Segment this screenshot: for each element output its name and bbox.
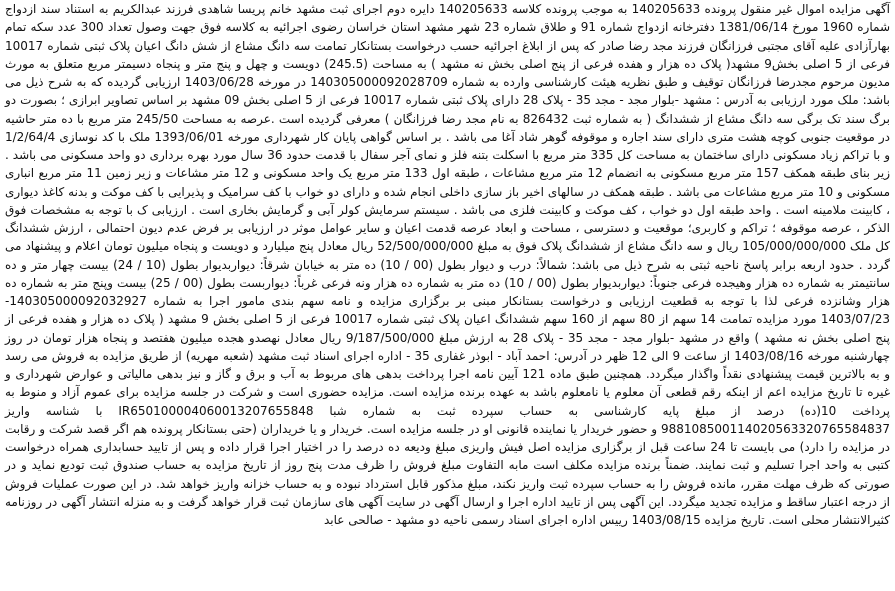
notice-body-text: آگهی مزایده اموال غیر منقول پرونده 140205633 به موجب پرونده کلاسه 140205633 دایره دوم اجرای ثبت مشهد خانم پریسا شاهدی فرزند عبدالکریم به استناد سند ازدواج شماره 1960 مورخ 1381/06/14 دفترخانه ازدواج شماره 91 و طلاق شماره 23 شهر مشهد استان خراسان رضوی اجرائیه به کلاسه فوق جهت وصول تعداد 300 عدد سکه تمام بهارآزادی علیه آقای مجتبی فرزانگان فرزند مجد رضا صادر که پس از ابلاغ اجرائیه حسب درخواست بستانکار تمامت سه دانگ مشاع از شش دانگ اعیان پلاک ثبتی شماره 10017 فرعی از 5 اصلی بخش9 مشهد( پلاک ده هزار و هفده فرعی از پنج اصلی بخش نه مشهد ) به مساحت (245.5) دویست و چهل و پنج متر و پنجاه دسیمتر مربع متعلق به مورث مدیون مرحوم مجدرضا فرزانگان توقیف و طبق نظریه هیئت کارشناسی وارده به شماره 140305000092028709 در مورخه 1403/06/28 ارزیابی گردیده که به شرح ذیل می باشد: ملک مورد ارزیابی به آدرس : مشهد -بلوار مجد - مجد 35 - پلاک 28 دارای پلاک ثبتی شماره 10017 فرعی از 5 اصلی بخش 09 مشهد بر اساس تصاویر ابرازی ؛ بصورت دو برگ سند تک برگی سه دانگ مشاع از ششدانگ ( به شماره ثبت 826432 به نام مجد رضا فرزانگان ) معرفی گردیده است .عرصه به مساحت 245/50 متر مربع با ده متر حاشیه در موقعیت جنوبی کوچه هشت متری دارای سند اجاره و موقوفه گوهر شاد آغا می باشد . بر اساس گواهی پایان کار شهرداری مورخه 1393/06/01 ملک با کد نوسازی 1/2/64/4 و با تراکم زیاد مسکونی دارای ساختمان به مساحت کل 335 متر مربع با اسکلت بتنه فلز و نمای آجر سفال با قدمت حدود 36 سال مورد بهره برداری دو واحد مسکونی می باشد . زیر بنای طبقه همکف 157 متر مربع مسکونی به انضمام 12 متر مربع مشاعات ، طبقه اول 133 متر مربع یک واحد مسکونی و 12 متر مشاعات و زیر زمین 11 متر مربع انباری مسکونی و 10 متر مربع مشاعات می باشد . طبقه همکف در سالهای اخیر باز سازی داخلی انجام شده و دارای دو خواب با کف سرامیک و پذیرایی با کف موکت و بدنه کاغذ دیواری ، کابینت ملامینه است . واحد طبقه اول دو خواب ، کف موکت و کابینت فلزی می باشد . سیستم سرمایش کولر آبی و گرمایش بخاری است . ارزیابی ک با توجه به مشخصات فوق الذکر ، عرصه موقوفه ؛ تراکم و کاربری؛ موقعیت و دسترسی ، مساحت و ابعاد عرصه قدمت اعیان و سایر عوامل موثر در ارزیابی بر فرض عدم دیون احتمالی ، ارزش ششدانگ کل ملک 105/000/000/000 ریال و سه دانگ مشاع از ششدانگ پلاک فوق به مبلغ 52/500/000/000 ریال معادل پنج میلیارد و دویست و پنجاه میلیون تومان اعلام و پیشنهاد می گردد . حدود اربعه برابر پاسخ ناحیه ثبتی به شرح ذیل می باشد: شمالاً: درب و دیوار بطول (00 / 10) ده متر به خیابان شرقاً: دیواربدیوار بطول (10 / 24) بیست چهار متر و ده سانتیمتر به شماره ده هزار وهیجده فرعی جنوباً: دیواربدیوار بطول (00 / 10) ده متر به شماره ده هزار ونه فرعی غرباً: دیواربست بطول (00 / 25) بیست وپنج متر به شماره ده هزار وشانزده فرعی لذا با توجه به قطعیت ارزیابی و درخواست بستانکار مبنی بر برگزاری مزایده و نامه سهم بندی مامور اجرا به شماره 140305000092032927- 1403/07/23 مورد مزایده تمامت 14 سهم از 80 سهم از 160 سهم ششدانگ اعیان پلاک ثبتی شماره 10017 فرعی از 5 اصلی بخش 9 مشهد ( پلاک ده هزار و هفده فرعی از پنج اصلی بخش نه مشهد ) واقع در مشهد -بلوار مجد - مجد 35 - پلاک 28 به ارزش مبلغ 9/187/500/000 ریال معادل نهصدو هجده میلیون هفتصد و پنجاه هزار تومان در روز چهارشنبه مورخه 1403/08/16 از ساعت 9 الی 12 ظهر در آدرس: احمد آباد - ابوذر غفاری 35 - اداره اجرای اسناد ثبت مشهد (شعبه مهریه) از طریق مزایده به فروش می رسد و به بالاترین قیمت پیشنهادی نقداً واگذار میگردد. همچنین طبق ماده 121 آیین نامه اجرا پرداخت بدهی های مربوط به آب و برق و گاز و نیز بدهی مالیاتی و عوارض شهرداری و غیره تا تاریخ مزایده اعم از اینکه رقم قطعی آن معلوم یا نامعلوم باشد به عهده برنده مزایده است. مزایده حضوری است و شرکت در جلسه مزایده برای عموم آزاد و منوط به پرداخت 10(ده) درصد از مبلغ پایه کارشناسی به حساب سپرده ثبت به شماره شبا IR650100004060013207655848 با شناسه واریز 988108500114020563320765584837 و حضور خریدار یا نماینده قانونی او در جلسه مزایده است. خریدار و یا خریداران (حتی بستانکار پرونده هم اگر قصد شرکت و رقابت در مزایده را دارد) می بایست تا 24 ساعت قبل از برگزاری مزایده اصل فیش واریزی مبلغ ودیعه ده درصد را در اختیار اجرا قرار داده و پس از تایید حسابداری همراه درخواست کتبی به واحد اجرا تسلیم و ثبت نمایند. ضمناً برنده مزایده مکلف است مابه التفاوت مبلغ فروش را ظرف مدت پنج روز از تاریخ مزایده به حساب صندوق ثبت تودیع نماید و در صورتی که ظرف مهلت مقرر، مانده فروش را به حساب سپرده ثبت واریز نکند، مبلغ مذکور قابل استرداد نبوده و به حساب خزانه واریز خواهد شد. در این صورت عملیات فروش از درجه اعتبار ساقط و مزایده تجدید میگردد. این آگهی پس از تایید اداره اجرا و ارسال آگهی در سایت آگهی های سازمان ثبت قرار خواهد گرفت و به منزله انتشار آگهی در روزنامه کثیرالانتشار محلی است. تاریخ مزایده 1403/08/15 رییس اداره اجرای اسناد رسمی ناحیه دو مشهد - صالحی عابد [5, 2, 891, 527]
